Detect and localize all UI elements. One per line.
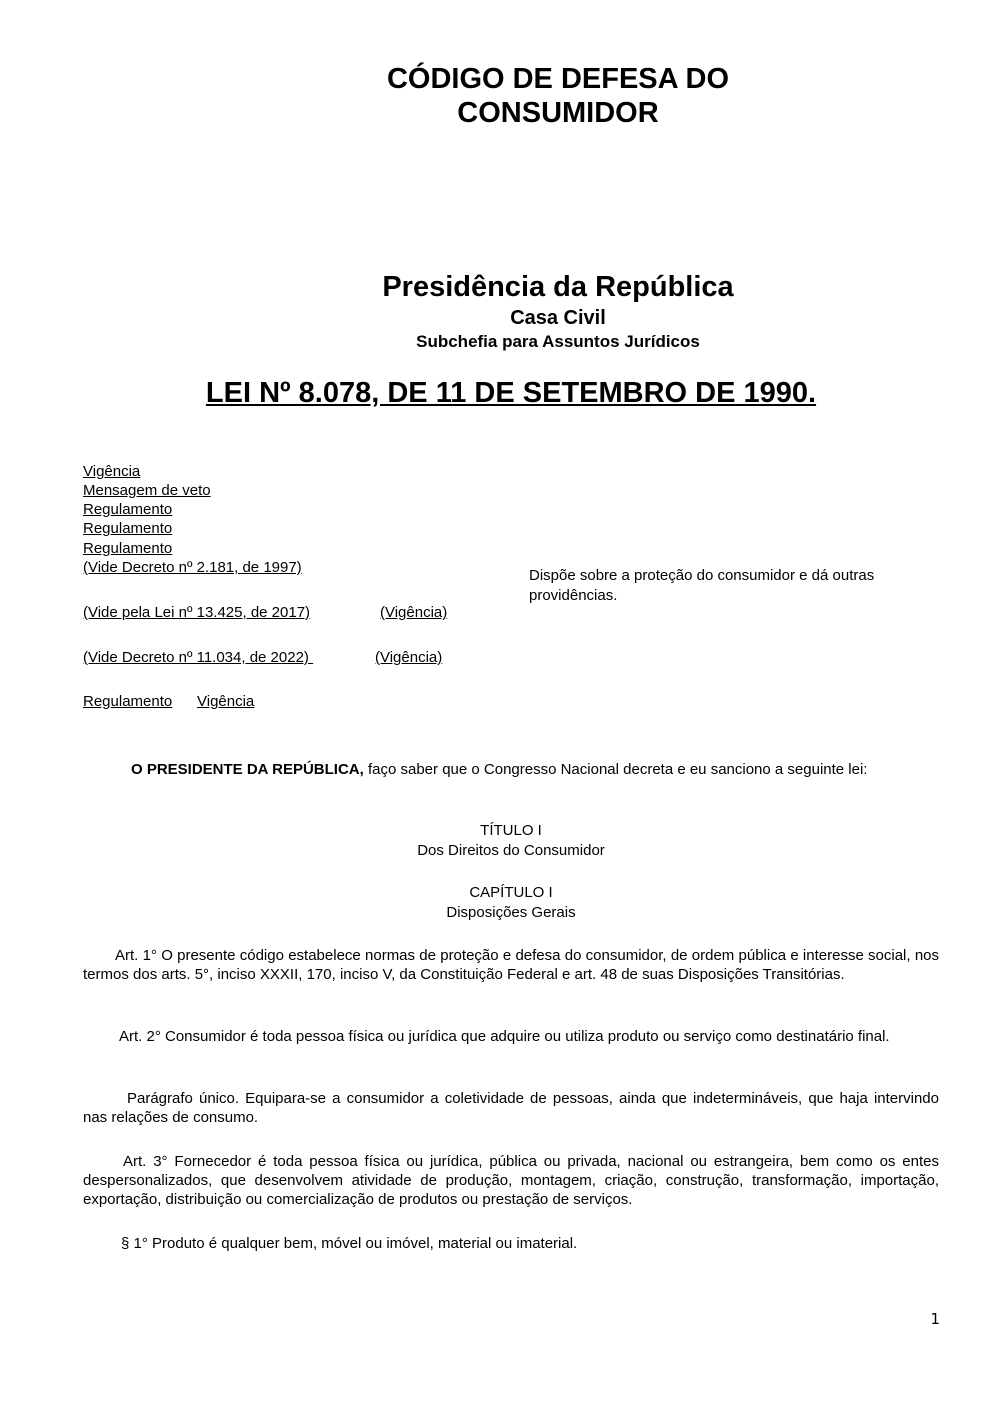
page-number: 1 (930, 1310, 940, 1328)
article-2: Art. 2° Consumidor é toda pessoa física ou jurídica que adquire ou utiliza produto ou serviço como destinatário final. (119, 1028, 890, 1045)
link-vigencia[interactable]: Vigência (83, 463, 141, 480)
article-2-paragrafo-unico: Parágrafo único. Equipara-se a consumidor a coletividade de pessoas, ainda que indetermináveis, que haja intervindo nas relações de consumo. (83, 1090, 939, 1126)
capitulo-label: CAPÍTULO I (469, 884, 553, 901)
subchefia-heading: Subchefia para Assuntos Jurídicos (416, 332, 700, 351)
link-vide-lei-13425[interactable]: (Vide pela Lei nº 13.425, de 2017) (83, 604, 311, 621)
article-3-paragraph-1: § 1° Produto é qualquer bem, móvel ou imóvel, material ou imaterial. (121, 1235, 578, 1252)
ementa: Dispõe sobre a proteção do consumidor e dá outras providências. (529, 567, 875, 604)
article-3: Art. 3° Fornecedor é toda pessoa física ou jurídica, pública ou privada, nacional ou estrangeira, bem como os entes despersonalizados, que desenvolvem atividade de produção, montagem, criação, construção, transformação, importação, exportação, distribuição ou comercialização de produtos ou prestação de serviços. (83, 1153, 939, 1208)
presidencia-heading: Presidência da República (382, 271, 734, 303)
link-vigencia-2022[interactable]: (Vigência) (375, 649, 443, 666)
preamble-bold: O PRESIDENTE DA REPÚBLICA, (131, 761, 364, 778)
link-vigencia-final[interactable]: Vigência (197, 693, 255, 710)
link-vigencia-2017[interactable]: (Vigência) (380, 604, 448, 621)
link-mensagem-veto[interactable]: Mensagem de veto (83, 482, 211, 499)
link-vide-decreto-11034[interactable]: (Vide Decreto nº 11.034, de 2022) (83, 649, 314, 666)
article-1: Art. 1° O presente código estabelece normas de proteção e defesa do consumidor, de ordem pública e interesse social, nos termos dos arts. 5°, inciso XXXII, 170, inciso V, da Constituição Federal e art. 48 de suas Disposições Transitórias. (83, 947, 939, 983)
titulo-name: Dos Direitos do Consumidor (417, 842, 605, 859)
document-title: CÓDIGO DE DEFESA DO CONSUMIDOR (386, 63, 730, 129)
link-regulamento-4[interactable]: Regulamento (83, 693, 173, 710)
link-regulamento-2[interactable]: Regulamento (83, 520, 173, 537)
capitulo-name: Disposições Gerais (446, 904, 576, 921)
law-title: LEI Nº 8.078, DE 11 DE SETEMBRO DE 1990. (205, 377, 817, 409)
casa-civil-heading: Casa Civil (510, 307, 606, 329)
preamble-text: faço saber que o Congresso Nacional decreta e eu sanciono a seguinte lei: (363, 761, 868, 778)
titulo-label: TÍTULO I (480, 822, 542, 839)
preamble (83, 760, 939, 779)
link-regulamento-3[interactable]: Regulamento (83, 540, 173, 557)
link-regulamento-1[interactable]: Regulamento (83, 501, 173, 518)
link-vide-decreto-2181[interactable]: (Vide Decreto nº 2.181, de 1997) (83, 559, 302, 576)
